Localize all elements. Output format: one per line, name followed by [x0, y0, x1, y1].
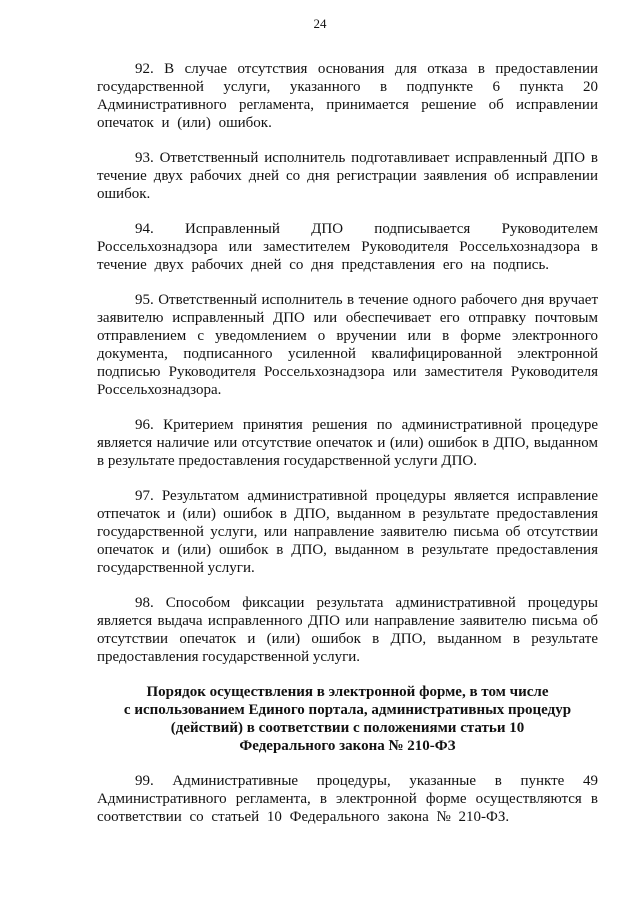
paragraph-92: 92. В случае отсутствия основания для отказа в предоставлении государственной услуги, указанного в подпункте 6 пункта 20 Административного регламента, принимается решение об исправлении опечаток и (или) ошибок.	[97, 61, 598, 131]
paragraph-94: 94. Исправленный ДПО подписывается Руководителем Россельхознадзора или заместителем Руководителя Россельхознадзора в течение двух рабочих дней со дня представления его на подпись.	[97, 221, 598, 273]
section-heading-line: Порядок осуществления в электронной форме, в том числе	[146, 684, 549, 700]
paragraph-96: 96. Критерием принятия решения по административной процедуре является наличие или отсутствие опечаток и (или) ошибок в ДПО, выданном в результате предоставления государственной услуги ДПО.	[97, 417, 598, 469]
paragraph-93: 93. Ответственный исполнитель подготавливает исправленный ДПО в течение двух рабочих дней со дня регистрации заявления об исправлении ошибок.	[97, 150, 598, 202]
section-heading-line: Федерального закона № 210-ФЗ	[239, 738, 456, 754]
document-body	[97, 60, 598, 843]
paragraph-95: 95. Ответственный исполнитель в течение одного рабочего дня вручает заявителю исправленный ДПО или обеспечивает его отправку почтовым отправлением с уведомлением о вручении или в форме электронного документа, подписанного усиленной квалифицированной электронной подписью Руководителя Россельхознадзора или заместителя Руководителя Россельхознадзора.	[97, 292, 598, 398]
paragraph-97: 97. Результатом административной процедуры является исправление отпечаток и (или) ошибок в ДПО, выданном в результате предоставления государственной услуги, или направление заявителю письма об отсутствии опечаток и (или) ошибок в ДПО, выданном в результате предоставления государственной услуги.	[97, 488, 598, 576]
section-heading	[97, 683, 598, 755]
section-heading-line: (действий) в соответствии с положениями статьи 10	[170, 720, 525, 736]
paragraph-98: 98. Способом фиксации результата административной процедуры является выдача исправленного ДПО или направление заявителю письма об отсутствии опечаток и (или) ошибок в ДПО, выданном в результате предоставления государственной услуги.	[97, 595, 598, 665]
page-number: 24	[313, 16, 327, 31]
section-heading-line: с использованием Единого портала, административных процедур	[123, 702, 572, 718]
paragraph-99: 99. Административные процедуры, указанные в пункте 49 Административного регламента, в электронной форме осуществляются в соответствии со статьей 10 Федерального закона № 210-ФЗ.	[97, 773, 598, 825]
